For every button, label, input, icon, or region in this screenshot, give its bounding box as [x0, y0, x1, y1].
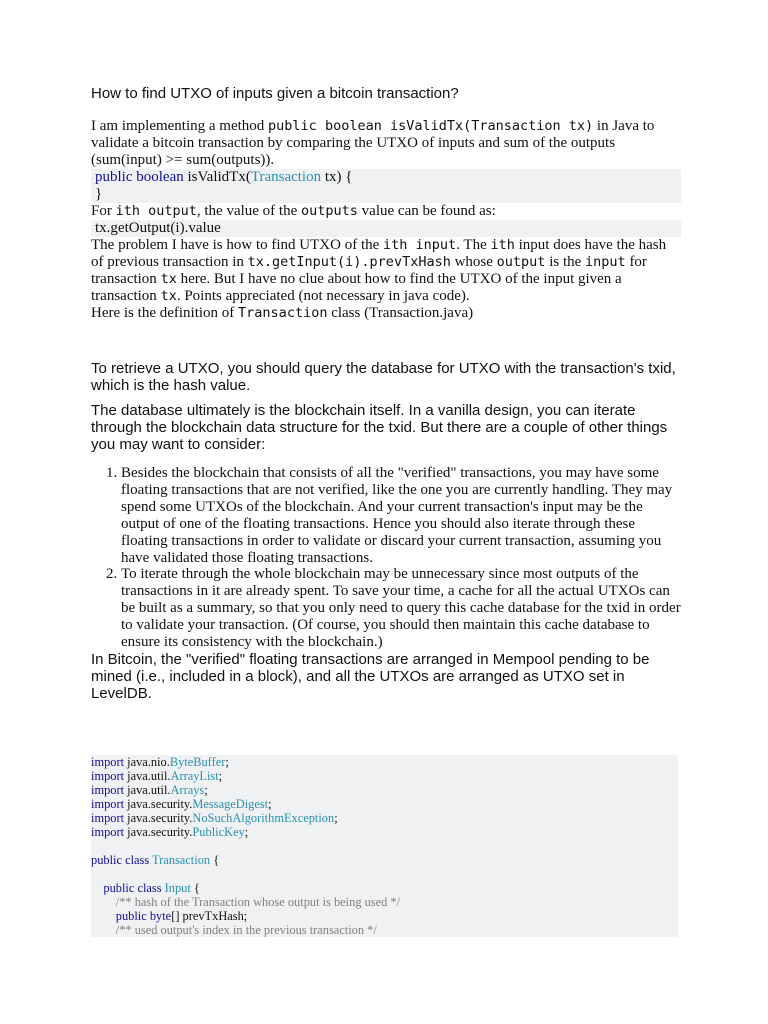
code-line: /** used output's index in the previous transaction */ [115, 923, 377, 937]
code-line: import java.util.ArrayList; [91, 769, 223, 783]
code-line: public class Input { [103, 881, 200, 895]
answer-paragraph-3: In Bitcoin, the "verified" floating transactions are arranged in Mempool pending to be mined (i.e., included in a block), and all the UTXOs are arranged as UTXO set in LevelDB. [91, 650, 650, 702]
code-line: public byte[] prevTxHash; [115, 909, 248, 923]
answer-body [91, 360, 681, 702]
question-problem: The problem I have is how to find UTXO of the ith input. The ith input does have the hash of previous transaction in tx.getInput(i).prevTxHash whose output is the input for transaction tx here. But I have no clue about how to find the UTXO of the input given a transaction tx. Points appreciated (not necessary in java code). [91, 237, 667, 304]
inline-code: public boolean isValidTx(Transaction tx) [268, 118, 594, 134]
code-line: import java.nio.ByteBuffer; [91, 755, 229, 769]
code-line: import java.security.PublicKey; [91, 825, 249, 839]
code-line-blank [91, 839, 678, 853]
question-body [91, 118, 681, 322]
code-line: /** hash of the Transaction whose output is being used */ [115, 895, 401, 909]
list-item: 2. To iterate through the whole blockchain may be unnecessary since most outputs of the transactions in it are already spent. To save your time, a cache for all the actual UTXOs can be built as a summary, so that you only need to query this cache database for the txid in order to validate your transaction. (Of course, you should then maintain this cache database to ensure its consistency with the blockchain.) [121, 566, 681, 651]
code-line: import java.util.Arrays; [91, 783, 208, 797]
code-line: import java.security.MessageDigest; [91, 797, 272, 811]
answer-points-list [91, 465, 681, 651]
answer-paragraph-1: To retrieve a UTXO, you should query the database for UTXO with the transaction's txid, which is the hash value. [91, 360, 676, 394]
question-title: How to find UTXO of inputs given a bitcoin transaction? [91, 85, 459, 102]
code-snippet-isvalidtx: public boolean isValidTx(Transaction tx) { } [91, 169, 681, 203]
code-line-blank [91, 867, 678, 881]
list-item: 1. Besides the blockchain that consists of all the "verified" transactions, you may have some floating transactions that are not verified, like the one you are currently handling. They may spend some UTXOs of the blockchain. And your current transaction's input may be the output of one of the floating transactions. Hence you should also iterate through these floating transactions in order to validate or discard your current transaction, assuming you have validated those floating transactions. [121, 465, 681, 566]
code-block-transaction-java [91, 755, 678, 937]
question-definition: Here is the definition of Transaction class (Transaction.java) [91, 305, 474, 321]
question-intro: I am implementing a method public boolean isValidTx(Transaction tx) in Java to validate a bitcoin transaction by comparing the UTXO of inputs and sum of the outputs (sum(input) >= sum(outputs)). [91, 118, 655, 168]
code-line: public class Transaction { [91, 853, 220, 867]
question-for-line: For ith output, the value of the outputs value can be found as: [91, 203, 496, 219]
code-snippet-getoutput: tx.getOutput(i).value [91, 220, 681, 237]
code-line: import java.security.NoSuchAlgorithmException; [91, 811, 338, 825]
answer-paragraph-2: The database ultimately is the blockchain itself. In a vanilla design, you can iterate through the blockchain data structure for the txid. But there are a couple of other things you may want to consider: [91, 402, 668, 453]
